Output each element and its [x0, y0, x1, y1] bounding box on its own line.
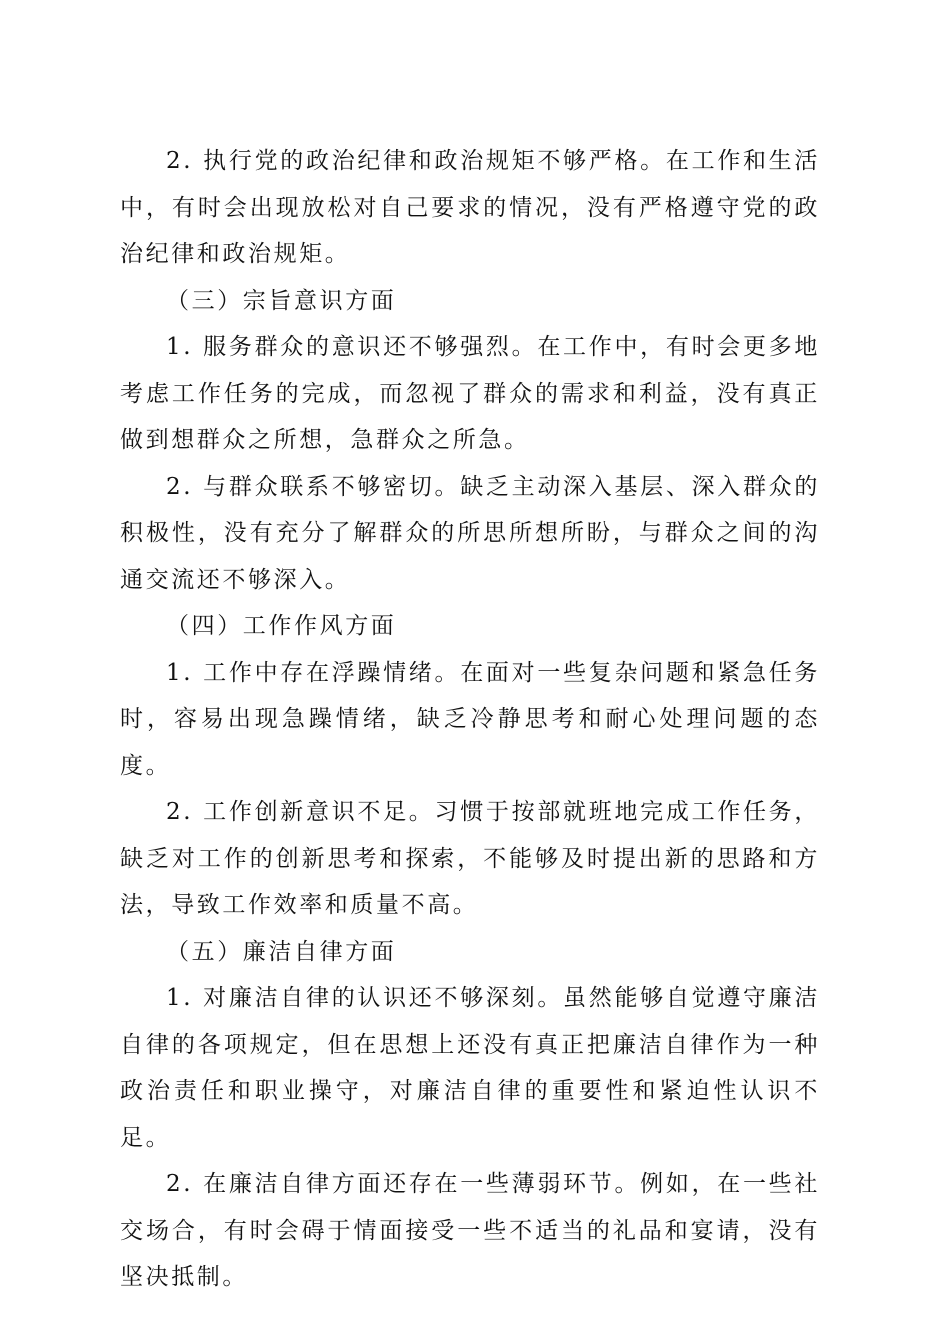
section-heading-purpose-awareness: （三）宗旨意识方面 — [166, 287, 397, 314]
paragraph-work-style-2: 2. 工作创新意识不足。习惯于按部就班地完成工作任务，缺乏对工作的创新思考和探索，不能够及时提出新的思路和方法，导致工作效率和质量不高。 — [120, 799, 820, 918]
paragraph-purpose-awareness-2: 2. 与群众联系不够密切。缺乏主动深入基层、深入群众的积极性，没有充分了解群众的所思所想所盼，与群众之间的沟通交流还不够深入。 — [120, 473, 820, 593]
paragraph-political-discipline-2: 2. 执行党的政治纪律和政治规矩不够严格。在工作和生活中，有时会出现放松对自己要求的情况，没有严格遵守党的政治纪律和政治规矩。 — [120, 148, 820, 267]
section-heading-integrity: （五）廉洁自律方面 — [166, 938, 397, 965]
document-body — [120, 138, 820, 1301]
paragraph-work-style-1: 1. 工作中存在浮躁情绪。在面对一些复杂问题和紧急任务时，容易出现急躁情绪，缺乏冷静思考和耐心处理问题的态度。 — [120, 659, 820, 779]
paragraph-integrity-1: 1. 对廉洁自律的认识还不够深刻。虽然能够自觉遵守廉洁自律的各项规定，但在思想上还没有真正把廉洁自律作为一种政治责任和职业操守，对廉洁自律的重要性和紧迫性认识不足。 — [120, 985, 820, 1151]
section-heading-work-style: （四）工作作风方面 — [166, 613, 397, 639]
paragraph-integrity-2: 2. 在廉洁自律方面还存在一些薄弱环节。例如，在一些社交场合，有时会碍于情面接受一些不适当的礼品和宴请，没有坚决抵制。 — [120, 1171, 820, 1290]
paragraph-purpose-awareness-1: 1. 服务群众的意识还不够强烈。在工作中，有时会更多地考虑工作任务的完成，而忽视了群众的需求和利益，没有真正做到想群众之所想，急群众之所急。 — [120, 334, 820, 453]
